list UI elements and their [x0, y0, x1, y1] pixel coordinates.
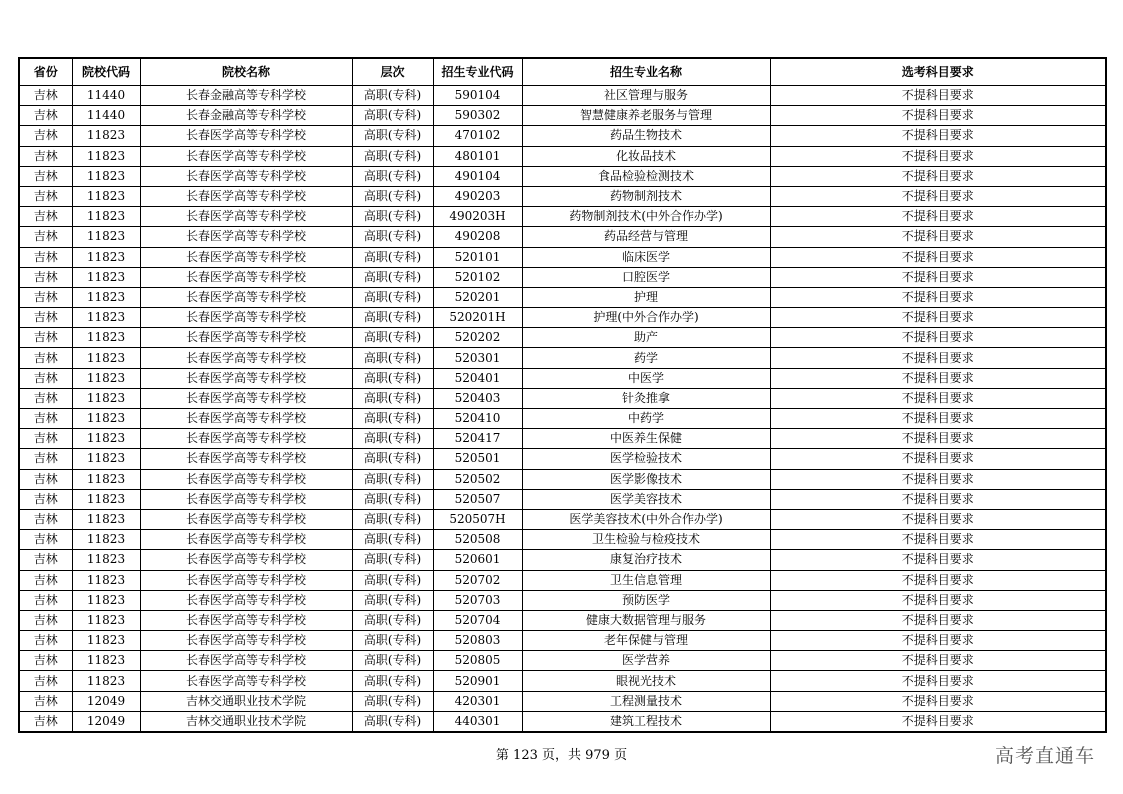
cell-province: 吉林 [19, 328, 72, 348]
cell-subject-requirement: 不提科目要求 [770, 287, 1106, 307]
cell-school-code: 11823 [72, 166, 140, 186]
table-row [19, 651, 1106, 671]
cell-major-name: 健康大数据管理与服务 [522, 610, 770, 630]
table-row [19, 631, 1106, 651]
cell-school-code: 11823 [72, 570, 140, 590]
table-row [19, 550, 1106, 570]
cell-province: 吉林 [19, 267, 72, 287]
cell-school-name: 长春医学高等专科学校 [140, 247, 352, 267]
cell-major-code: 490208 [433, 227, 522, 247]
cell-province: 吉林 [19, 711, 72, 732]
cell-school-code: 11823 [72, 530, 140, 550]
cell-level: 高职(专科) [352, 449, 433, 469]
cell-school-code: 11440 [72, 106, 140, 126]
cell-province: 吉林 [19, 449, 72, 469]
cell-major-name: 智慧健康养老服务与管理 [522, 106, 770, 126]
table-row [19, 166, 1106, 186]
cell-province: 吉林 [19, 368, 72, 388]
cell-level: 高职(专科) [352, 207, 433, 227]
cell-level: 高职(专科) [352, 550, 433, 570]
cell-school-name: 长春医学高等专科学校 [140, 449, 352, 469]
cell-level: 高职(专科) [352, 227, 433, 247]
table-row [19, 186, 1106, 206]
cell-major-name: 老年保健与管理 [522, 631, 770, 651]
cell-school-name: 长春医学高等专科学校 [140, 368, 352, 388]
cell-school-code: 11823 [72, 610, 140, 630]
table-header [19, 58, 1106, 86]
cell-level: 高职(专科) [352, 247, 433, 267]
cell-subject-requirement: 不提科目要求 [770, 671, 1106, 691]
cell-school-name: 长春医学高等专科学校 [140, 530, 352, 550]
cell-school-name: 长春医学高等专科学校 [140, 328, 352, 348]
cell-level: 高职(专科) [352, 106, 433, 126]
cell-level: 高职(专科) [352, 86, 433, 106]
cell-school-code: 11823 [72, 146, 140, 166]
cell-subject-requirement: 不提科目要求 [770, 509, 1106, 529]
table-row [19, 570, 1106, 590]
cell-province: 吉林 [19, 106, 72, 126]
cell-level: 高职(专科) [352, 328, 433, 348]
cell-major-code: 520410 [433, 409, 522, 429]
header-province: 省份 [19, 58, 72, 86]
cell-school-code: 11823 [72, 186, 140, 206]
cell-major-name: 助产 [522, 328, 770, 348]
header-level: 层次 [352, 58, 433, 86]
cell-school-name: 长春医学高等专科学校 [140, 631, 352, 651]
cell-school-code: 12049 [72, 711, 140, 732]
cell-major-code: 520901 [433, 671, 522, 691]
cell-school-code: 11823 [72, 308, 140, 328]
cell-level: 高职(专科) [352, 368, 433, 388]
cell-school-code: 11823 [72, 651, 140, 671]
cell-school-name: 吉林交通职业技术学院 [140, 711, 352, 732]
cell-major-code: 590302 [433, 106, 522, 126]
cell-major-code: 440301 [433, 711, 522, 732]
cell-province: 吉林 [19, 86, 72, 106]
cell-major-name: 康复治疗技术 [522, 550, 770, 570]
cell-major-code: 520508 [433, 530, 522, 550]
document-table-container [18, 57, 1105, 733]
table-row [19, 409, 1106, 429]
cell-school-code: 11823 [72, 207, 140, 227]
cell-school-name: 长春医学高等专科学校 [140, 146, 352, 166]
cell-subject-requirement: 不提科目要求 [770, 469, 1106, 489]
cell-major-name: 药品经营与管理 [522, 227, 770, 247]
cell-major-name: 临床医学 [522, 247, 770, 267]
cell-major-code: 520403 [433, 388, 522, 408]
cell-province: 吉林 [19, 348, 72, 368]
table-row [19, 267, 1106, 287]
cell-province: 吉林 [19, 409, 72, 429]
cell-province: 吉林 [19, 469, 72, 489]
cell-level: 高职(专科) [352, 348, 433, 368]
cell-major-name: 医学美容技术(中外合作办学) [522, 509, 770, 529]
cell-major-name: 医学美容技术 [522, 489, 770, 509]
cell-major-code: 520501 [433, 449, 522, 469]
header-row [19, 58, 1106, 86]
table-row [19, 126, 1106, 146]
cell-school-code: 11823 [72, 449, 140, 469]
cell-school-code: 11823 [72, 227, 140, 247]
cell-major-code: 520502 [433, 469, 522, 489]
cell-subject-requirement: 不提科目要求 [770, 106, 1106, 126]
cell-major-code: 520704 [433, 610, 522, 630]
cell-major-name: 医学影像技术 [522, 469, 770, 489]
table-row [19, 429, 1106, 449]
cell-subject-requirement: 不提科目要求 [770, 126, 1106, 146]
cell-school-name: 长春金融高等专科学校 [140, 86, 352, 106]
cell-level: 高职(专科) [352, 590, 433, 610]
cell-school-code: 11823 [72, 328, 140, 348]
cell-major-code: 520201H [433, 308, 522, 328]
cell-level: 高职(专科) [352, 651, 433, 671]
cell-major-name: 卫生信息管理 [522, 570, 770, 590]
cell-province: 吉林 [19, 691, 72, 711]
cell-school-name: 长春医学高等专科学校 [140, 651, 352, 671]
cell-school-name: 长春医学高等专科学校 [140, 308, 352, 328]
cell-major-code: 520301 [433, 348, 522, 368]
cell-school-code: 11440 [72, 86, 140, 106]
cell-school-name: 长春医学高等专科学校 [140, 610, 352, 630]
cell-level: 高职(专科) [352, 388, 433, 408]
cell-school-name: 长春医学高等专科学校 [140, 166, 352, 186]
table-row [19, 207, 1106, 227]
cell-level: 高职(专科) [352, 308, 433, 328]
cell-major-code: 520601 [433, 550, 522, 570]
cell-school-name: 长春医学高等专科学校 [140, 429, 352, 449]
table-row [19, 590, 1106, 610]
cell-major-code: 470102 [433, 126, 522, 146]
cell-major-name: 护理(中外合作办学) [522, 308, 770, 328]
cell-level: 高职(专科) [352, 409, 433, 429]
cell-level: 高职(专科) [352, 570, 433, 590]
cell-school-code: 11823 [72, 631, 140, 651]
table-row [19, 469, 1106, 489]
cell-subject-requirement: 不提科目要求 [770, 610, 1106, 630]
cell-major-code: 590104 [433, 86, 522, 106]
cell-level: 高职(专科) [352, 429, 433, 449]
cell-level: 高职(专科) [352, 691, 433, 711]
table-row [19, 146, 1106, 166]
cell-subject-requirement: 不提科目要求 [770, 449, 1106, 469]
cell-school-name: 长春医学高等专科学校 [140, 469, 352, 489]
cell-school-code: 11823 [72, 489, 140, 509]
cell-subject-requirement: 不提科目要求 [770, 711, 1106, 732]
cell-major-name: 食品检验检测技术 [522, 166, 770, 186]
cell-province: 吉林 [19, 631, 72, 651]
cell-major-name: 中医养生保健 [522, 429, 770, 449]
cell-major-code: 520805 [433, 651, 522, 671]
cell-province: 吉林 [19, 429, 72, 449]
table-row [19, 287, 1106, 307]
header-school-name: 院校名称 [140, 58, 352, 86]
cell-major-name: 医学检验技术 [522, 449, 770, 469]
table-row [19, 328, 1106, 348]
cell-school-name: 长春金融高等专科学校 [140, 106, 352, 126]
page-number: 第 123 页，共 979 页 [495, 748, 628, 763]
cell-major-name: 护理 [522, 287, 770, 307]
table-row [19, 489, 1106, 509]
cell-major-name: 中医学 [522, 368, 770, 388]
cell-level: 高职(专科) [352, 509, 433, 529]
cell-province: 吉林 [19, 610, 72, 630]
cell-province: 吉林 [19, 207, 72, 227]
cell-school-name: 吉林交通职业技术学院 [140, 691, 352, 711]
cell-major-code: 520507 [433, 489, 522, 509]
cell-school-name: 长春医学高等专科学校 [140, 388, 352, 408]
cell-major-code: 520417 [433, 429, 522, 449]
cell-school-code: 11823 [72, 287, 140, 307]
cell-school-name: 长春医学高等专科学校 [140, 409, 352, 429]
cell-school-code: 11823 [72, 509, 140, 529]
cell-subject-requirement: 不提科目要求 [770, 146, 1106, 166]
cell-level: 高职(专科) [352, 186, 433, 206]
cell-school-code: 11823 [72, 429, 140, 449]
cell-school-name: 长春医学高等专科学校 [140, 227, 352, 247]
cell-school-code: 11823 [72, 267, 140, 287]
table-row [19, 86, 1106, 106]
cell-province: 吉林 [19, 146, 72, 166]
cell-major-code: 420301 [433, 691, 522, 711]
table-row [19, 449, 1106, 469]
table-row [19, 308, 1106, 328]
cell-major-code: 520401 [433, 368, 522, 388]
cell-school-code: 11823 [72, 388, 140, 408]
table-body [19, 86, 1106, 733]
watermark-logo-text: 高考直通车 [994, 745, 1095, 767]
table-row [19, 348, 1106, 368]
admissions-table [18, 57, 1107, 733]
table-row [19, 247, 1106, 267]
cell-school-code: 11823 [72, 590, 140, 610]
header-subject-requirement: 选考科目要求 [770, 58, 1106, 86]
cell-school-code: 11823 [72, 348, 140, 368]
cell-province: 吉林 [19, 287, 72, 307]
table-row [19, 691, 1106, 711]
cell-subject-requirement: 不提科目要求 [770, 409, 1106, 429]
cell-level: 高职(专科) [352, 631, 433, 651]
cell-subject-requirement: 不提科目要求 [770, 267, 1106, 287]
cell-level: 高职(专科) [352, 530, 433, 550]
cell-subject-requirement: 不提科目要求 [770, 429, 1106, 449]
cell-level: 高职(专科) [352, 146, 433, 166]
cell-subject-requirement: 不提科目要求 [770, 186, 1106, 206]
cell-province: 吉林 [19, 126, 72, 146]
cell-province: 吉林 [19, 489, 72, 509]
cell-school-name: 长春医学高等专科学校 [140, 671, 352, 691]
cell-level: 高职(专科) [352, 489, 433, 509]
table-row [19, 106, 1106, 126]
cell-province: 吉林 [19, 388, 72, 408]
table-row [19, 227, 1106, 247]
cell-school-name: 长春医学高等专科学校 [140, 570, 352, 590]
cell-school-name: 长春医学高等专科学校 [140, 186, 352, 206]
cell-major-code: 520101 [433, 247, 522, 267]
cell-major-name: 卫生检验与检疫技术 [522, 530, 770, 550]
cell-school-name: 长春医学高等专科学校 [140, 489, 352, 509]
cell-major-code: 490203 [433, 186, 522, 206]
cell-subject-requirement: 不提科目要求 [770, 227, 1106, 247]
cell-major-code: 520702 [433, 570, 522, 590]
cell-subject-requirement: 不提科目要求 [770, 570, 1106, 590]
cell-province: 吉林 [19, 509, 72, 529]
cell-level: 高职(专科) [352, 126, 433, 146]
table-row [19, 530, 1106, 550]
table-row [19, 711, 1106, 732]
cell-major-code: 520703 [433, 590, 522, 610]
cell-province: 吉林 [19, 570, 72, 590]
cell-subject-requirement: 不提科目要求 [770, 348, 1106, 368]
cell-subject-requirement: 不提科目要求 [770, 651, 1106, 671]
cell-school-name: 长春医学高等专科学校 [140, 348, 352, 368]
cell-major-name: 医学营养 [522, 651, 770, 671]
cell-school-code: 11823 [72, 368, 140, 388]
cell-school-name: 长春医学高等专科学校 [140, 126, 352, 146]
cell-major-name: 眼视光技术 [522, 671, 770, 691]
cell-subject-requirement: 不提科目要求 [770, 550, 1106, 570]
cell-province: 吉林 [19, 651, 72, 671]
cell-province: 吉林 [19, 530, 72, 550]
cell-major-name: 中药学 [522, 409, 770, 429]
cell-major-code: 520102 [433, 267, 522, 287]
cell-subject-requirement: 不提科目要求 [770, 590, 1106, 610]
cell-level: 高职(专科) [352, 711, 433, 732]
header-school-code: 院校代码 [72, 58, 140, 86]
cell-major-code: 520201 [433, 287, 522, 307]
cell-province: 吉林 [19, 166, 72, 186]
cell-major-name: 预防医学 [522, 590, 770, 610]
cell-subject-requirement: 不提科目要求 [770, 308, 1106, 328]
cell-province: 吉林 [19, 227, 72, 247]
cell-school-name: 长春医学高等专科学校 [140, 267, 352, 287]
cell-major-code: 480101 [433, 146, 522, 166]
cell-subject-requirement: 不提科目要求 [770, 328, 1106, 348]
cell-school-code: 11823 [72, 671, 140, 691]
cell-major-name: 口腔医学 [522, 267, 770, 287]
cell-level: 高职(专科) [352, 166, 433, 186]
cell-level: 高职(专科) [352, 267, 433, 287]
cell-level: 高职(专科) [352, 610, 433, 630]
cell-school-code: 12049 [72, 691, 140, 711]
cell-major-name: 药品生物技术 [522, 126, 770, 146]
cell-major-name: 针灸推拿 [522, 388, 770, 408]
cell-major-name: 药学 [522, 348, 770, 368]
cell-subject-requirement: 不提科目要求 [770, 388, 1106, 408]
table-row [19, 388, 1106, 408]
cell-subject-requirement: 不提科目要求 [770, 691, 1106, 711]
cell-major-name: 药物制剂技术(中外合作办学) [522, 207, 770, 227]
cell-subject-requirement: 不提科目要求 [770, 247, 1106, 267]
cell-major-code: 520202 [433, 328, 522, 348]
header-major-code: 招生专业代码 [433, 58, 522, 86]
cell-level: 高职(专科) [352, 287, 433, 307]
table-row [19, 509, 1106, 529]
cell-province: 吉林 [19, 247, 72, 267]
cell-subject-requirement: 不提科目要求 [770, 207, 1106, 227]
cell-school-code: 11823 [72, 550, 140, 570]
cell-province: 吉林 [19, 671, 72, 691]
table-row [19, 671, 1106, 691]
cell-school-name: 长春医学高等专科学校 [140, 550, 352, 570]
cell-major-code: 520507H [433, 509, 522, 529]
cell-major-name: 社区管理与服务 [522, 86, 770, 106]
cell-province: 吉林 [19, 590, 72, 610]
cell-school-name: 长春医学高等专科学校 [140, 590, 352, 610]
cell-major-name: 建筑工程技术 [522, 711, 770, 732]
cell-school-code: 11823 [72, 409, 140, 429]
cell-subject-requirement: 不提科目要求 [770, 86, 1106, 106]
cell-major-code: 490104 [433, 166, 522, 186]
cell-major-name: 化妆品技术 [522, 146, 770, 166]
cell-major-name: 药物制剂技术 [522, 186, 770, 206]
table-row [19, 610, 1106, 630]
cell-subject-requirement: 不提科目要求 [770, 489, 1106, 509]
cell-major-code: 490203H [433, 207, 522, 227]
cell-school-code: 11823 [72, 469, 140, 489]
cell-province: 吉林 [19, 550, 72, 570]
cell-subject-requirement: 不提科目要求 [770, 368, 1106, 388]
cell-subject-requirement: 不提科目要求 [770, 530, 1106, 550]
cell-province: 吉林 [19, 308, 72, 328]
cell-school-name: 长春医学高等专科学校 [140, 509, 352, 529]
table-row [19, 368, 1106, 388]
cell-school-code: 11823 [72, 247, 140, 267]
cell-level: 高职(专科) [352, 469, 433, 489]
cell-school-code: 11823 [72, 126, 140, 146]
header-major-name: 招生专业名称 [522, 58, 770, 86]
cell-subject-requirement: 不提科目要求 [770, 631, 1106, 651]
cell-school-name: 长春医学高等专科学校 [140, 287, 352, 307]
cell-level: 高职(专科) [352, 671, 433, 691]
cell-major-name: 工程测量技术 [522, 691, 770, 711]
cell-major-code: 520803 [433, 631, 522, 651]
cell-province: 吉林 [19, 186, 72, 206]
cell-subject-requirement: 不提科目要求 [770, 166, 1106, 186]
cell-school-name: 长春医学高等专科学校 [140, 207, 352, 227]
